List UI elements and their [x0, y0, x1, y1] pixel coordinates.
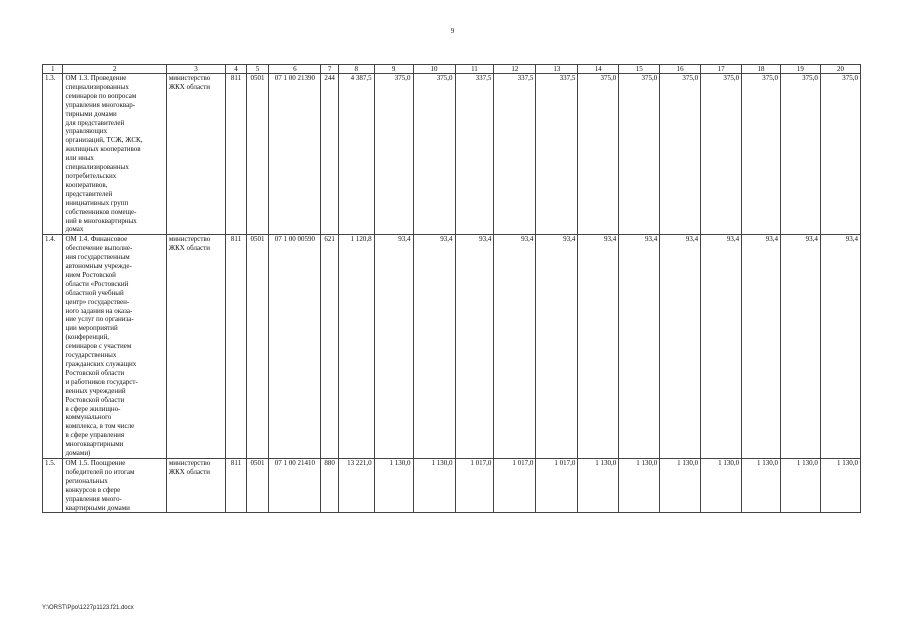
description-line: для представителей: [65, 118, 125, 127]
table-body: [43, 74, 861, 513]
year-amount: 1 130,0: [701, 458, 742, 512]
description-line: представителей: [65, 189, 113, 198]
description-line: многоквартирными: [65, 440, 124, 449]
column-header: 1: [43, 65, 63, 74]
column-header: 4: [226, 65, 246, 74]
year-amount: 337,5: [494, 74, 536, 235]
row-number: 1.5.: [43, 458, 63, 512]
description-line: управления многоквар-: [65, 100, 136, 109]
description-line: ции мероприятий: [65, 324, 118, 333]
measure-description: [63, 458, 166, 512]
rzpr-code: 0501: [246, 235, 269, 459]
year-amount: 1 130,0: [780, 458, 820, 512]
column-header: 5: [246, 65, 269, 74]
rzpr-code: 0501: [246, 458, 269, 512]
description-line: тирными домами: [65, 109, 117, 118]
grbs-code: 811: [226, 74, 246, 235]
year-amount: 375,0: [660, 74, 701, 235]
description-line: кооперативов,: [65, 180, 108, 189]
description-line: (конференций,: [65, 333, 110, 342]
description-line: автономным учрежде-: [65, 262, 132, 271]
column-header: 11: [455, 65, 494, 74]
row-number: 1.4.: [43, 235, 63, 459]
table-row: [43, 458, 861, 512]
program-table: [42, 64, 861, 513]
description-line: комплекса, в том числе: [65, 422, 135, 431]
executor-line: министерство: [168, 235, 211, 244]
executor-line: ЖКХ области: [168, 82, 211, 91]
year-amount: 93,4: [820, 235, 860, 459]
column-header: 15: [619, 65, 660, 74]
total-amount: 1 120,8: [338, 235, 374, 459]
table-row: [43, 74, 861, 235]
description-line: коммунального: [65, 413, 112, 422]
year-amount: 93,4: [619, 235, 660, 459]
description-line: ние услуг по организа-: [65, 315, 134, 324]
column-header: 6: [269, 65, 321, 74]
rzpr-code: 0501: [246, 74, 269, 235]
column-header: 19: [780, 65, 820, 74]
year-amount: 1 130,0: [413, 458, 455, 512]
description-line: потребительских: [65, 171, 117, 180]
description-line: в сфере управления: [65, 431, 125, 440]
measure-description: [63, 235, 166, 459]
csr-code: 07 1 00 21390: [269, 74, 321, 235]
description-line: квартирными домами: [65, 503, 130, 512]
year-amount: 1 017,0: [494, 458, 536, 512]
description-line: Ростовской области: [65, 368, 125, 377]
year-amount: 93,4: [660, 235, 701, 459]
csr-code: 07 1 00 00590: [269, 235, 321, 459]
description-line: собственников помеще-: [65, 207, 137, 216]
year-amount: 375,0: [374, 74, 413, 235]
description-line: нием Ростовской: [65, 270, 116, 279]
year-amount: 93,4: [780, 235, 820, 459]
column-header: 10: [413, 65, 455, 74]
year-amount: 1 130,0: [374, 458, 413, 512]
file-path-footer: Y:\ORST\Ppo\1227p1123.f21.docx: [42, 605, 134, 611]
executor-line: ЖКХ области: [168, 244, 211, 253]
description-line: семинаров по вопросам: [65, 91, 137, 100]
column-header: 17: [701, 65, 742, 74]
column-header: 9: [374, 65, 413, 74]
table-row: [43, 235, 861, 459]
description-line: инициативных групп: [65, 198, 129, 207]
vr-code: 880: [321, 458, 338, 512]
column-header: 12: [494, 65, 536, 74]
description-line: организаций, ТСЖ, ЖСК,: [65, 136, 143, 145]
vr-code: 621: [321, 235, 338, 459]
description-line: ного задания на оказа-: [65, 306, 133, 315]
description-line: ОМ 1.3. Проведение: [65, 74, 127, 82]
description-line: областной учебный: [65, 288, 124, 297]
measure-description: [63, 74, 166, 235]
year-amount: 375,0: [742, 74, 781, 235]
executor-line: министерство: [168, 458, 211, 467]
page-number: 9: [450, 27, 455, 35]
description-line: государственных: [65, 351, 117, 360]
year-amount: 375,0: [701, 74, 742, 235]
column-header: 16: [660, 65, 701, 74]
vr-code: 244: [321, 74, 338, 235]
description-line: и работников государст-: [65, 377, 138, 386]
column-header: 18: [742, 65, 781, 74]
description-line: жилищных кооперативов: [65, 145, 141, 154]
description-line: управляющих: [65, 127, 108, 136]
year-amount: 93,4: [494, 235, 536, 459]
year-amount: 1 130,0: [619, 458, 660, 512]
column-header: 14: [578, 65, 619, 74]
csr-code: 07 1 00 21410: [269, 458, 321, 512]
responsible-executor: [166, 235, 225, 459]
header-row: [43, 65, 861, 74]
description-line: гражданских служащих: [65, 360, 137, 368]
description-line: домами): [65, 449, 91, 458]
executor-line: ЖКХ области: [168, 467, 211, 476]
year-amount: 1 130,0: [820, 458, 860, 512]
grbs-code: 811: [226, 458, 246, 512]
executor-line: министерство: [168, 74, 211, 82]
description-line: ОМ 1.4. Финансовое: [65, 235, 128, 244]
column-header: 2: [63, 65, 166, 74]
year-amount: 1 130,0: [660, 458, 701, 512]
description-line: управления много-: [65, 494, 122, 503]
year-amount: 1 130,0: [578, 458, 619, 512]
description-line: специализированных: [65, 163, 129, 172]
description-line: венных учреждений: [65, 386, 126, 395]
description-line: победителей по итогам: [65, 467, 135, 476]
year-amount: 375,0: [780, 74, 820, 235]
year-amount: 337,5: [536, 74, 578, 235]
year-amount: 93,4: [374, 235, 413, 459]
year-amount: 93,4: [742, 235, 781, 459]
year-amount: 93,4: [578, 235, 619, 459]
description-line: центр» государствен-: [65, 297, 130, 306]
description-line: специализированных: [65, 82, 129, 91]
year-amount: 375,0: [820, 74, 860, 235]
description-line: региональных: [65, 476, 108, 485]
year-amount: 93,4: [536, 235, 578, 459]
total-amount: 13 221,0: [338, 458, 374, 512]
responsible-executor: [166, 74, 225, 235]
column-header: 8: [338, 65, 374, 74]
column-header: 13: [536, 65, 578, 74]
description-line: в сфере жилищно-: [65, 404, 121, 413]
grbs-code: 811: [226, 235, 246, 459]
year-amount: 1 017,0: [455, 458, 494, 512]
description-line: семинаров с участием: [65, 342, 132, 351]
column-header: 3: [166, 65, 225, 74]
description-line: обеспечение выполне-: [65, 244, 133, 253]
year-amount: 93,4: [413, 235, 455, 459]
description-line: домах: [65, 225, 84, 234]
column-header: 7: [321, 65, 338, 74]
row-number: 1.3.: [43, 74, 63, 235]
year-amount: 375,0: [413, 74, 455, 235]
description-line: области «Ростовский: [65, 279, 129, 288]
description-line: ния государственным: [65, 253, 130, 262]
year-amount: 93,4: [701, 235, 742, 459]
total-amount: 4 387,5: [338, 74, 374, 235]
year-amount: 375,0: [619, 74, 660, 235]
description-line: ний в многоквартирных: [65, 216, 137, 225]
responsible-executor: [166, 458, 225, 512]
description-line: ОМ 1.5. Поощрение: [65, 458, 126, 467]
description-line: конкурсов в сфере: [65, 485, 121, 494]
description-line: Ростовской области: [65, 395, 125, 404]
year-amount: 1 017,0: [536, 458, 578, 512]
year-amount: 1 130,0: [742, 458, 781, 512]
description-line: или иных: [65, 154, 94, 163]
year-amount: 337,5: [455, 74, 494, 235]
year-amount: 375,0: [578, 74, 619, 235]
column-header: 20: [820, 65, 860, 74]
year-amount: 93,4: [455, 235, 494, 459]
